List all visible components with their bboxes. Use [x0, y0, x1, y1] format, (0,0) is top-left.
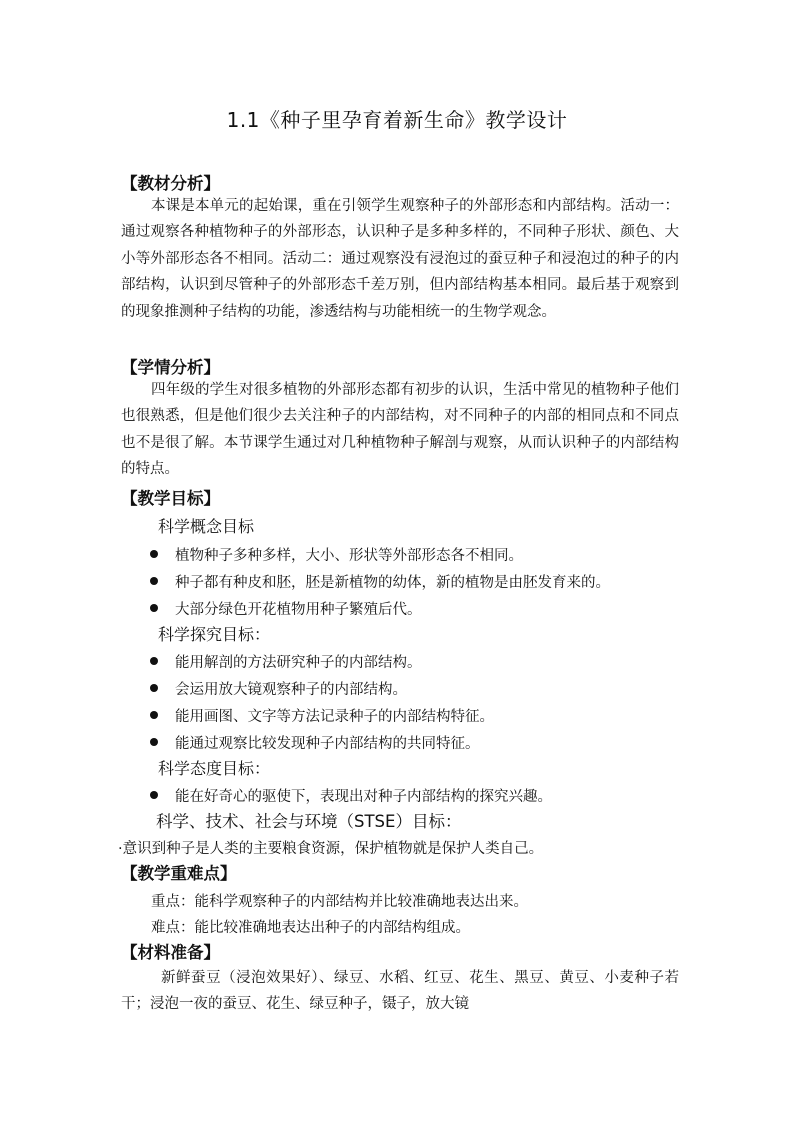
section-heading-objectives: 【教学目标】 — [121, 489, 220, 508]
bullet-icon — [150, 684, 158, 692]
list-item: 能用解剖的方法研究种子的内部结构。 — [150, 651, 422, 672]
subheading-concept-objectives: 科学概念目标 — [158, 517, 255, 536]
bullet-icon — [150, 577, 158, 585]
list-item: 能在好奇心的驱使下，表现出对种子内部结构的探究兴趣。 — [150, 785, 552, 806]
paragraph-student-analysis: 四年级的学生对很多植物的外部形态都有初步的认识，生活中常见的植物种子他们也很熟悉，但是他们很少去关注种子的内部结构，对不同种子的内部的相同点和不同点也不是很了解。本节课学生通过对几种植物种子解剖与观察，从而认识种子的内部结构的特点。 — [121, 382, 679, 478]
section-heading-student-analysis: 【学情分析】 — [121, 358, 220, 377]
section-heading-materials: 【材料准备】 — [121, 943, 220, 962]
list-item: 大部分绿色开花植物用种子繁殖后代。 — [150, 598, 422, 619]
difficult-point-text: 难点：能比较准确地表达出种子的内部结构组成。 — [151, 920, 470, 936]
bullet-icon — [150, 738, 158, 746]
list-item: 能通过观察比较发现种子内部结构的共同特征。 — [150, 732, 480, 753]
list-item: 植物种子多种多样，大小、形状等外部形态各不相同。 — [150, 544, 523, 565]
bullet-icon — [150, 711, 158, 719]
subheading-inquiry-objectives: 科学探究目标： — [158, 625, 271, 644]
section-heading-textbook-analysis: 【教材分析】 — [121, 174, 220, 193]
document-title: 1.1《种子里孕育着新生命》教学设计 — [226, 108, 568, 132]
bullet-icon — [150, 791, 158, 799]
list-item: 能用画图、文字等方法记录种子的内部结构特征。 — [150, 705, 494, 726]
section-heading-key-points: 【教学重难点】 — [121, 864, 237, 883]
subheading-stse-objectives: 科学、技术、社会与环境（STSE）目标： — [156, 812, 462, 831]
bullet-icon — [150, 604, 158, 612]
bullet-icon — [150, 657, 158, 665]
bullet-icon — [150, 550, 158, 558]
stse-objective-text: ·意识到种子是人类的主要粮食资源，保护植物就是保护人类自己。 — [118, 841, 544, 857]
paragraph-textbook-analysis: 本课是本单元的起始课，重在引领学生观察种子的外部形态和内部结构。活动一：通过观察各种植物种子的外部形态，认识种子是多种多样的，不同种子形状、颜色、大小等外部形态各不相同。活动二：通过观察没有浸泡过的蚕豆种子和浸泡过的种子的内部结构，认识到尽管种子的外部形态千差万别，但内部结构基本相同。最后基于观察到的现象推测种子结构的功能，渗透结构与功能相统一的生物学观念。 — [121, 198, 679, 320]
list-item: 种子都有种皮和胚，胚是新植物的幼体，新的植物是由胚发育来的。 — [150, 571, 610, 592]
subheading-attitude-objectives: 科学态度目标： — [158, 759, 271, 778]
list-item: 会运用放大镜观察种子的内部结构。 — [150, 678, 407, 699]
paragraph-materials: 新鲜蚕豆（浸泡效果好）、绿豆、水稻、红豆、花生、黑豆、黄豆、小麦种子若干；浸泡一夜的蚕豆、花生、绿豆种子，镊子，放大镜 — [121, 970, 679, 1013]
key-point-text: 重点：能科学观察种子的内部结构并比较准确地表达出来。 — [151, 894, 528, 910]
